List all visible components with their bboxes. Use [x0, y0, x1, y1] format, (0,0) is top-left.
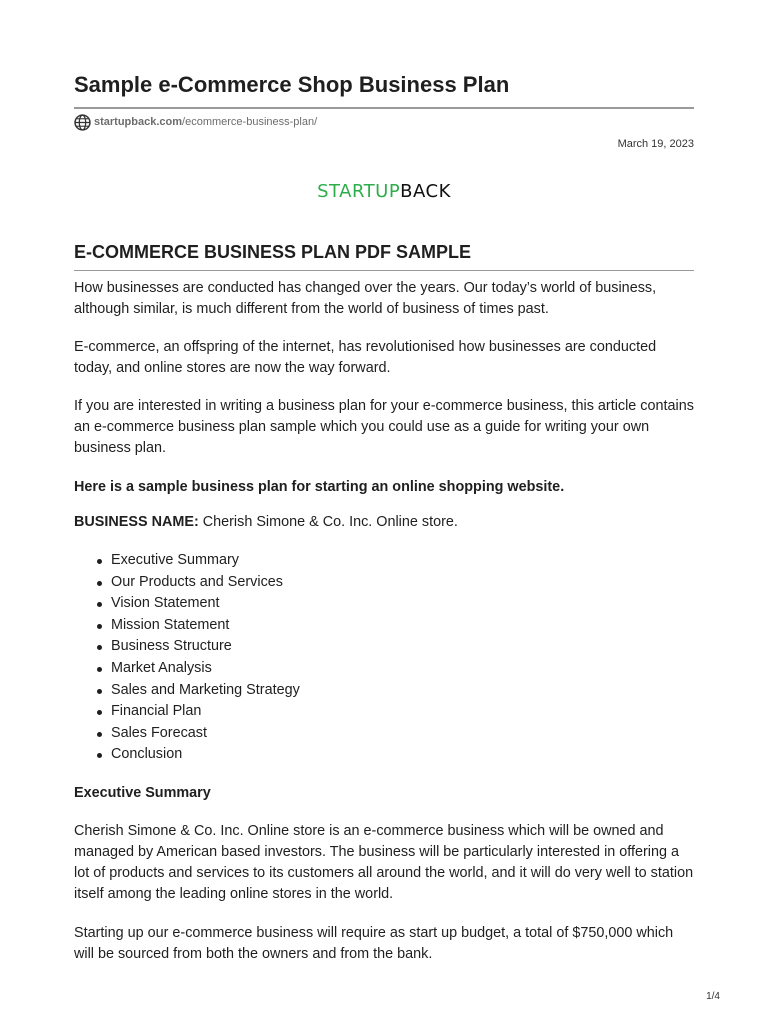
source-path: /ecommerce-business-plan/ [182, 116, 318, 128]
list-item: Mission Statement [74, 615, 694, 637]
paragraph: Starting up our e-commerce business will require as start up budget, a total of $750,000 which will be sourced from both the owners and from the bank. [74, 925, 674, 962]
heading-divider [74, 270, 694, 271]
list-item: Financial Plan [74, 701, 694, 723]
section-heading: E-COMMERCE BUSINESS PLAN PDF SAMPLE [74, 242, 472, 262]
list-item: Conclusion [74, 744, 694, 766]
list-item: Sales and Marketing Strategy [74, 680, 694, 702]
paragraph: If you are interested in writing a business plan for your e-commerce business, this article contains an e-commerce business plan sample which you could use as a guide for writing your own business plan. [74, 398, 694, 456]
business-name-value: Cherish Simone & Co. Inc. Online store. [198, 514, 458, 530]
list-item: Executive Summary [74, 550, 694, 572]
startupback-logo [74, 181, 694, 202]
intro-bold: Here is a sample business plan for starting an online shopping website. [74, 479, 565, 495]
list-item: Vision Statement [74, 593, 694, 615]
source-domain: startupback.com [94, 116, 183, 128]
logo-startup: STARTUP [317, 181, 401, 202]
business-name [74, 512, 694, 533]
business-name-label: BUSINESS NAME: [74, 514, 199, 530]
list-item: Sales Forecast [74, 723, 694, 745]
paragraph: How businesses are conducted has changed over the years. Our today’s world of business, although similar, is much different from the world of business of times past. [74, 280, 657, 317]
list-item: Business Structure [74, 636, 694, 658]
publish-date: March 19, 2023 [617, 138, 694, 150]
list-item: Our Products and Services [74, 572, 694, 594]
page-number: 1/4 [706, 991, 720, 1002]
source-link[interactable] [74, 113, 317, 131]
document-title: Sample e-Commerce Shop Business Plan [74, 72, 510, 97]
paragraph: Cherish Simone & Co. Inc. Online store is an e-commerce business which will be owned and managed by American based investors. The business will be particularly interested in offering a lot of products and services to its customers all around the world, and it will do very well to station itself among the leading online stores in the world. [74, 823, 694, 902]
exec-summary-heading: Executive Summary [74, 785, 211, 801]
globe-icon [74, 114, 91, 131]
title-divider [74, 107, 694, 109]
logo-back: BACK [400, 181, 451, 202]
toc-list [74, 550, 694, 766]
list-item: Market Analysis [74, 658, 694, 680]
paragraph: E-commerce, an offspring of the internet, has revolutionised how businesses are conducted today, and online stores are now the way forward. [74, 339, 657, 376]
